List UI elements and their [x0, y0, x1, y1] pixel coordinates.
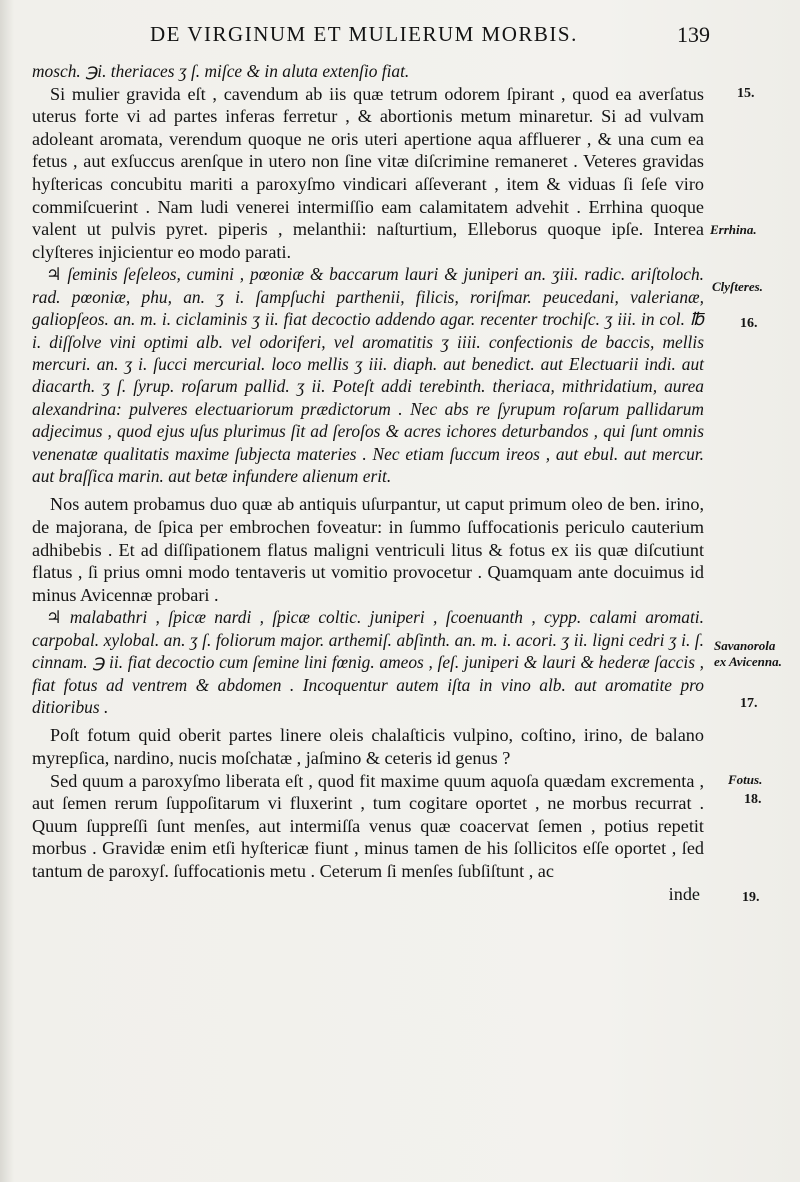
paragraph-probamus: Nos autem probamus duo quæ ab antiquis uſurpantur, ut caput primum oleo de ben. irino, de majorana, de ſpica per embrochen foveatur: in ſummo ſuffocationis periculo cauterium adhibebis . Et ad diſſipationem flatus maligni ventriculi litus & fotus ex iis quæ diſcutiunt flatus , ſi prius omni modo tentaveris ut vomitio provocetur . Quamquam ante docuimus id minus Avicennæ probari . [32, 494, 704, 605]
paragraph-post-fotum: Poſt fotum quid oberit partes linere oleis chalaſticis vulpino, coſtino, irino, de balano myrepſica, nardino, nucis moſchatæ , jaſmino & ceteris id genus ? [32, 725, 704, 768]
recipe-clyster: ♃ ſeminis ſeſeleos, cumini , pœoniæ & baccarum lauri & juniperi an. ʒiii. radic. ariſtoloch. rad. pœoniæ, phu, an. ʒ i. ſampſuchi parthenii, filicis, roriſmar. peucedani, valerianæ, galiopſeos. an. m. i. ciclaminis ʒ ii. fiat decoctio addendo agar. recenter trochiſc. ʒ iii. in col. ℔ i. diſſolve vini optimi alb. vel odoriferi, vel aromatitis ʒ iiii. confectionis de baccis, mellis mercuri. an. ʒ i. ſucci mercurial. loco mellis ʒ iii. diaph. aut benedict. aut Electuarii indi. aut diacarth. ʒ ſ. ſyrup. roſarum pallid. ʒ ii. Poteſt addi terebinth. theriaca, mithridatium, aurea alexandrina: pulveres electuariorum prædictorum . Nec abs re ſyrupum roſarum pallidarum adjecimus , quod ejus uſus plurimus ſit ad ſeroſos & acres ichores deturbandos , qui ſunt omnis venenatæ qualitatis maxime ſubjecta materies . Nec etiam ſuccum ireos , aut ebul. aut mercur. aut braſſica marin. aut betæ infundere alienum erit. [32, 264, 704, 486]
catchword: inde [668, 883, 700, 904]
running-head: DE VIRGINUM ET MULIERUM MORBIS. [150, 22, 578, 46]
page-header [150, 22, 710, 52]
paragraph-paroxysmo: Sed quum a paroxyſmo liberata eſt , quod fit maxime quum aquoſa quædam excrementa , aut ſemen rerum ſuppoſitarum vi fluxerint , tum cogitare oportet , ne morbus recurrat . Quum ſuppreſſi ſunt menſes, aut intermiſſa venus quæ coacervat ſemen , potius repetit morbus . Gravidæ enim etſi hyſtericæ fiunt , minus tamen de his ſollicitos eſſe oportet , ſed tantum de paroxyſ. ſuffocationis metu . Ceterum ſi menſes ſubſiſtunt , ac [32, 770, 704, 881]
margin-note-clysteres: Clyſteres. [712, 279, 763, 294]
margin-number-19: 19. [742, 890, 760, 905]
page-number: 139 [677, 22, 710, 47]
margin-number-17: 17. [740, 696, 758, 711]
margin-number-18: 18. [744, 792, 762, 807]
recipe-fotus: ♃ malabathri , ſpicæ nardi , ſpicæ coltic. juniperi , ſcoenuanth , cypp. calami aromati. carpobal. xylobal. an. ʒ ſ. foliorum major. arthemiſ. abſinth. an. m. i. acori. ʒ ii. ligni cedri ʒ i. ſ. cinnam. ℈ ii. fiat decoctio cum ſemine lini fœnig. ameos , ſeſ. juniperi & lauri & hederæ ſaccis , fiat fotus ad ventrem & abdomen . Incoquentur autem iſta in vino alb. aut aromatite pro ditioribus . [32, 607, 704, 717]
paragraph-continuation: mosch. ℈i. theriaces ʒ ſ. miſce & in aluta extenſio fiat. [32, 61, 410, 81]
margin-note-fotus: Fotus. [728, 772, 763, 787]
margin-number-15: 15. [737, 86, 755, 101]
body-text [32, 60, 704, 905]
margin-note-errhina: Errhina. [710, 222, 757, 237]
margin-note-savanarola: Savanorola ex Avicenna. [714, 638, 782, 669]
paragraph-gravida: Si mulier gravida eſt , cavendum ab iis quæ tetrum odorem ſpirant , quod ea averſatus uterus forte vi ad partes inferas ferretur , & abortionis metum minaretur. Si ad vulvam adoleant aromata, verendum quoque ne oris uteri apertione aqua affluerer , & una cum ea fetus , aut exſuccus arenſque in utero non ſine vitæ diſcrimine remaneret . Veteres gravidas hyſtericas concubitu mariti a paroxyſmo vindicari aſſeverant , item & viduas ſi ſeſe viro commiſcuerint . Nam ludi venerei intermiſſio eam calamitatem advehit . Errhina quoque valent ut pulvis pyret. piperis , melanthii: naſturtium, Elleborus quoque ipſe. Interea clyſteres injicientur eo modo parati. [32, 83, 704, 262]
margin-number-16: 16. [740, 316, 758, 331]
